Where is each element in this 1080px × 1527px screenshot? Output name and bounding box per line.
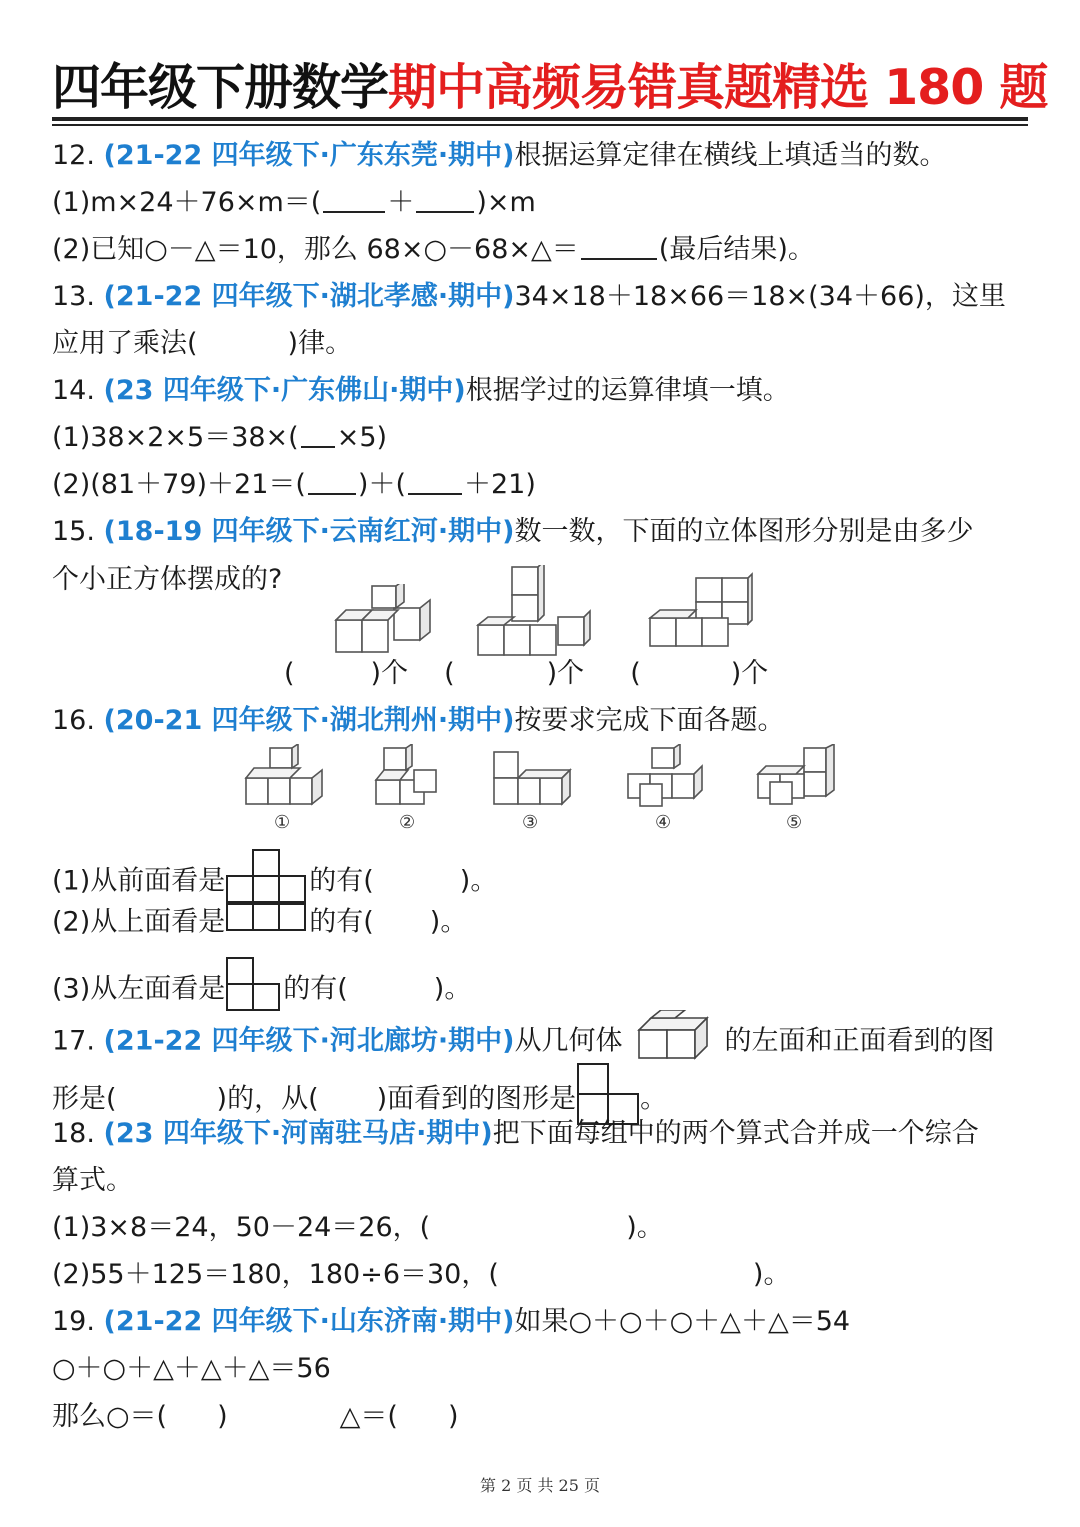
- title-rule-thick: [52, 117, 1028, 121]
- figure-label-5: ⑤: [786, 812, 803, 833]
- q14-l2-text-c: ＋21): [464, 469, 536, 500]
- q16-l3-text-c: )。: [433, 973, 472, 1005]
- figure-label-2: ②: [399, 812, 416, 833]
- q16-l3-text-b: 的有(: [283, 973, 348, 1005]
- q17-text-a: 从几何体: [514, 1025, 623, 1057]
- q13-line-2: [52, 324, 352, 364]
- q15-figure-2: [476, 565, 592, 657]
- q19-l3-text-d: ): [447, 1401, 459, 1432]
- answer-blank[interactable]: [408, 467, 462, 495]
- q16-figure-5: [756, 744, 838, 808]
- q14-l1-text-b: ×5): [336, 422, 388, 453]
- q16-heading: [52, 701, 785, 741]
- figure-label-1: ①: [274, 812, 291, 833]
- q17-l2-text-d: 。: [640, 1083, 668, 1115]
- q14-line-2: [52, 465, 536, 505]
- q16-figure-1: [244, 744, 326, 808]
- q15-number: 15.: [52, 516, 95, 547]
- q15-figure-3: [648, 572, 754, 648]
- q19-l3-text-a: 那么○＝(: [52, 1401, 168, 1432]
- answer-blank[interactable]: [416, 185, 474, 213]
- q12-heading: [52, 136, 947, 176]
- q13-source: (21-22 四年级下·湖北孝感·期中): [103, 281, 515, 312]
- q14-heading: [52, 371, 790, 411]
- q15-answer-2-open: (: [444, 658, 455, 689]
- q19-text: 如果○＋○＋○＋△＋△＝54: [514, 1306, 851, 1337]
- q16-source: (20-21 四年级下·湖北荆州·期中): [103, 705, 515, 736]
- q15-answer-1-close: )个: [370, 658, 409, 689]
- q18-line-2: 算式。: [52, 1165, 133, 1196]
- q17-number: 17.: [52, 1025, 95, 1057]
- q19-source: (21-22 四年级下·山东济南·期中): [103, 1306, 515, 1337]
- title-part-1: 四年级下册数学: [52, 59, 389, 116]
- q17-l2-text-b: )的，从(: [216, 1083, 319, 1115]
- q16-line-2: [52, 902, 467, 944]
- q18-heading: [52, 1114, 979, 1154]
- q18-line-3: [52, 1208, 664, 1248]
- q14-line-1: [52, 418, 387, 458]
- q16-figure-4: [626, 744, 706, 808]
- q18-text: 把下面每组中的两个算式合并成一个综合: [492, 1118, 979, 1149]
- title-rule-thin: [52, 124, 1028, 126]
- q18-line-4: [52, 1255, 790, 1295]
- figure-label-3: ③: [522, 812, 539, 833]
- q13-l2-text-a: 应用了乘法(: [52, 328, 198, 359]
- q16-l1-text-b: 的有(: [309, 865, 374, 897]
- q12-l1-text-c: )×m: [476, 187, 536, 218]
- q17-text-b: 的左面和正面看到的图: [724, 1025, 995, 1057]
- q15-figure-1: [334, 584, 434, 656]
- cube-group: [478, 565, 590, 655]
- q14-number: 14.: [52, 375, 95, 406]
- answer-blank[interactable]: [581, 232, 657, 260]
- cube-group: [650, 574, 752, 646]
- q19-heading: [52, 1302, 850, 1342]
- q12-source: (21-22 四年级下·广东东莞·期中): [103, 140, 515, 171]
- figure-label-4: ④: [655, 812, 672, 833]
- q16-l2-text-a: (2)从上面看是: [52, 906, 226, 938]
- q12-l1-text-b: ＋: [387, 187, 415, 218]
- q14-l2-text-a: (2)(81＋79)＋21＝(: [52, 469, 306, 500]
- q15-heading: [52, 512, 974, 552]
- q12-text: 根据运算定律在横线上填适当的数。: [514, 140, 947, 171]
- cube-group: [336, 584, 430, 652]
- q17-l2-text-a: 形是(: [52, 1083, 117, 1115]
- q12-l2-text-b: (最后结果)。: [658, 234, 815, 265]
- top-view-shape: [225, 902, 309, 944]
- q18-l3-text-a: (1)3×8＝24，50－24＝26，(: [52, 1212, 431, 1243]
- q16-number: 16.: [52, 705, 95, 736]
- q16-text: 按要求完成下面各题。: [514, 705, 785, 736]
- answer-blank[interactable]: [323, 185, 385, 213]
- q15-answer-3-close: )个: [730, 658, 769, 689]
- q16-l2-text-b: 的有(: [309, 906, 374, 938]
- q17-l2-text-c: )面看到的图形是: [376, 1083, 577, 1115]
- q13-text: 34×18＋18×66＝18×(34＋66)，这里: [514, 281, 1006, 312]
- q16-figure-3: [492, 748, 574, 808]
- q13-number: 13.: [52, 281, 95, 312]
- title-part-2: 期中高频易错真题精选 180 题: [388, 59, 1048, 116]
- q14-text: 根据学过的运算律填一填。: [465, 375, 790, 406]
- q18-l4-text-b: )。: [752, 1259, 791, 1290]
- q12-line-1: [52, 183, 536, 223]
- q15-source: (18-19 四年级下·云南红河·期中): [103, 516, 515, 547]
- q15-line-2: 个小正方体摆成的?: [52, 564, 283, 595]
- q16-l1-text-a: (1)从前面看是: [52, 865, 226, 897]
- q18-l3-text-b: )。: [626, 1212, 664, 1243]
- q16-l1-text-c: )。: [459, 865, 498, 897]
- page-title: [52, 56, 1048, 120]
- q14-l1-text-a: (1)38×2×5＝38×(: [52, 422, 299, 453]
- answer-blank[interactable]: [308, 467, 356, 495]
- q15-answer-2-close: )个: [546, 658, 585, 689]
- q19-number: 19.: [52, 1306, 95, 1337]
- q18-source: (23 四年级下·河南驻马店·期中): [103, 1118, 493, 1149]
- q12-l2-text-a: (2)已知○－△＝10，那么 68×○－68×△＝: [52, 234, 579, 265]
- q19-line-2: ○＋○＋△＋△＋△＝56: [52, 1353, 331, 1384]
- q13-l2-text-b: )律。: [287, 328, 353, 359]
- q18-number: 18.: [52, 1118, 95, 1149]
- q12-line-2: [52, 230, 815, 270]
- q14-l2-text-b: )＋(: [357, 469, 406, 500]
- q12-l1-text-a: (1)m×24＋76×m＝(: [52, 187, 322, 218]
- q14-source: (23 四年级下·广东佛山·期中): [103, 375, 466, 406]
- answer-blank[interactable]: [301, 420, 335, 448]
- q16-l3-text-a: (3)从左面看是: [52, 973, 226, 1005]
- q19-l3-text-c: △＝(: [339, 1401, 398, 1432]
- page-footer: 第 2 页 共 25 页: [480, 1476, 600, 1495]
- q18-l4-text-a: (2)55＋125＝180，180÷6＝30，(: [52, 1259, 499, 1290]
- q19-line-3: [52, 1397, 459, 1437]
- q15-answer-3-open: (: [630, 658, 641, 689]
- q17-source: (21-22 四年级下·河北廊坊·期中): [103, 1025, 515, 1057]
- q15-text: 数一数，下面的立体图形分别是由多少: [514, 516, 974, 547]
- q12-number: 12.: [52, 140, 95, 171]
- q15-answers: [284, 654, 768, 694]
- q13-heading: [52, 277, 1006, 317]
- q15-answer-1-open: (: [284, 658, 295, 689]
- q19-l3-text-b: ): [217, 1401, 228, 1432]
- q16-l2-text-c: )。: [429, 906, 468, 938]
- q16-figure-2: [374, 744, 440, 808]
